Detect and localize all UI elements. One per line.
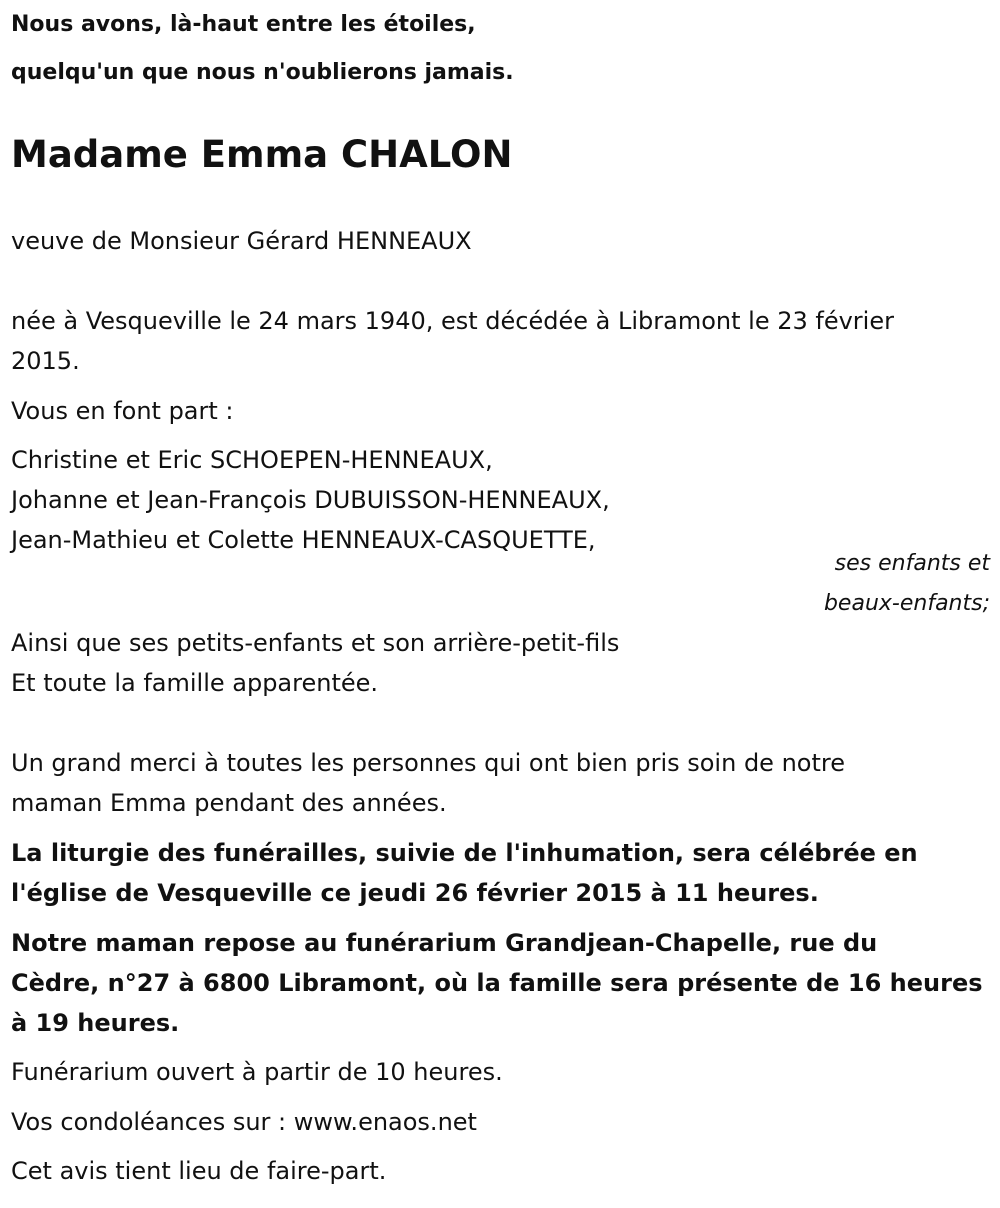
family-member: Christine et Eric SCHOEPEN-HENNEAUX,: [11, 446, 493, 474]
opening-hours: Funérarium ouvert à partir de 10 heures.: [11, 1058, 503, 1086]
liturgy-line-1: La liturgie des funérailles, suivie de l'inhumation, sera célébrée en: [11, 839, 918, 867]
birth-death-line-1: née à Vesqueville le 24 mars 1940, est décédée à Libramont le 23 février: [11, 307, 894, 335]
announcement-intro: Vous en font part :: [11, 397, 234, 425]
condolences-link[interactable]: www.enaos.net: [293, 1108, 477, 1136]
liturgy-line-2: l'église de Vesqueville ce jeudi 26 février 2015 à 11 heures.: [11, 879, 819, 907]
notice: Cet avis tient lieu de faire-part.: [11, 1157, 387, 1185]
thanks-line-1: Un grand merci à toutes les personnes qui ont bien pris soin de notre: [11, 749, 845, 777]
epitaph-line-2: quelqu'un que nous n'oublierons jamais.: [11, 60, 514, 85]
condolences-label: Vos condoléances sur :: [11, 1108, 294, 1136]
family-role-line-2: beaux-enfants;: [823, 591, 990, 616]
family-role-line-1: ses enfants et: [834, 551, 990, 576]
funeral-home-line-3: à 19 heures.: [11, 1009, 180, 1037]
deceased-name: Madame Emma CHALON: [11, 133, 513, 176]
widow-of: veuve de Monsieur Gérard HENNEAUX: [11, 227, 472, 255]
extended-family-line-1: Ainsi que ses petits-enfants et son arrière-petit-fils: [11, 629, 620, 657]
birth-death-line-2: 2015.: [11, 347, 80, 375]
thanks-line-2: maman Emma pendant des années.: [11, 789, 447, 817]
funeral-home-line-1: Notre maman repose au funérarium Grandjean-Chapelle, rue du: [11, 929, 878, 957]
funeral-home-line-2: Cèdre, n°27 à 6800 Libramont, où la famille sera présente de 16 heures: [11, 969, 983, 997]
extended-family-line-2: Et toute la famille apparentée.: [11, 669, 379, 697]
epitaph-line-1: Nous avons, là-haut entre les étoiles,: [11, 12, 476, 37]
condolences-line: [11, 1108, 990, 1136]
family-member: Johanne et Jean-François DUBUISSON-HENNEAUX,: [11, 486, 610, 514]
family-member: Jean-Mathieu et Colette HENNEAUX-CASQUETTE,: [11, 526, 596, 554]
